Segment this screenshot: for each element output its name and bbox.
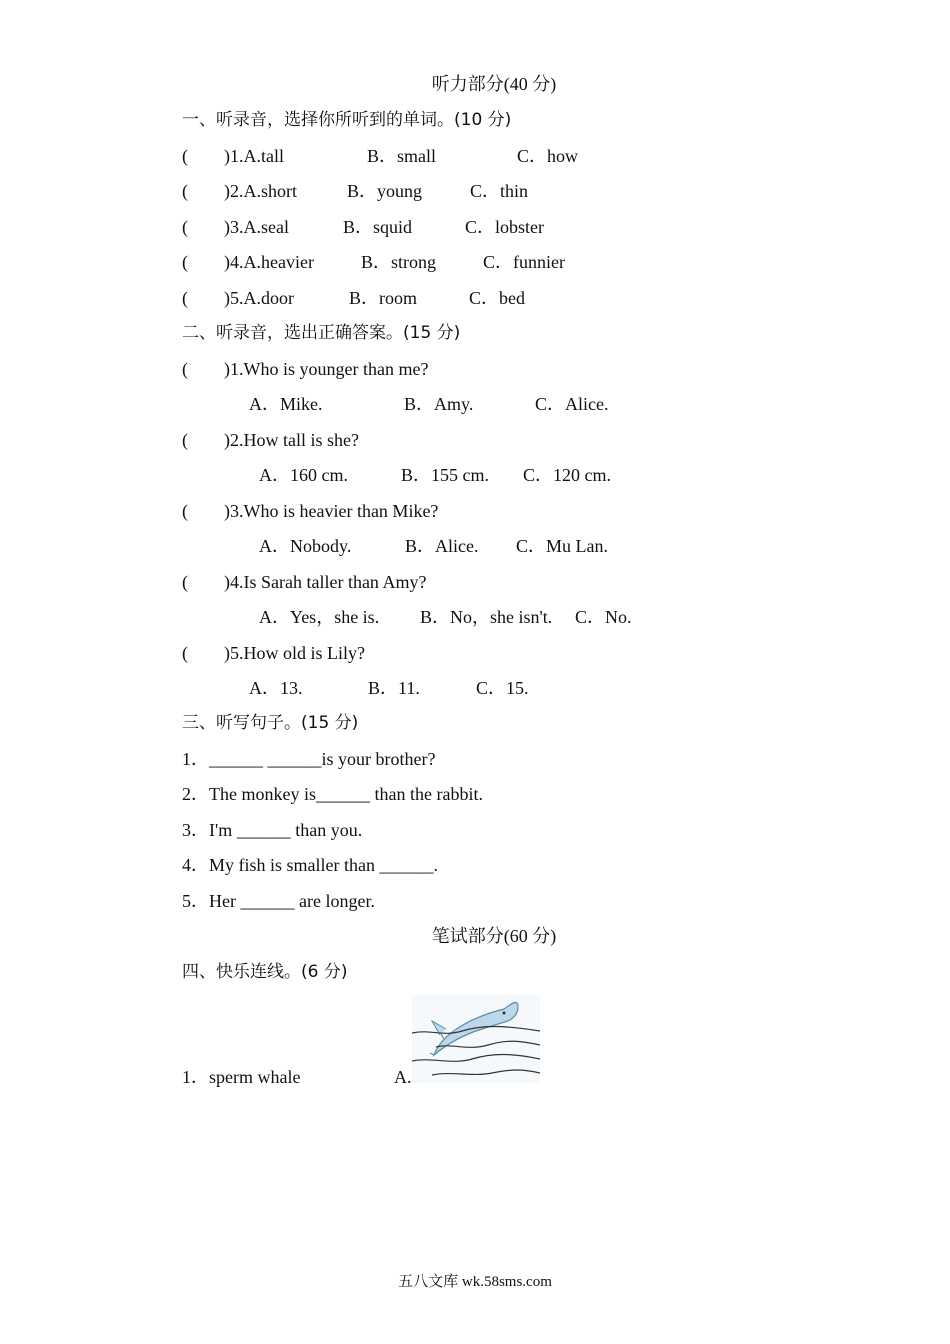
section1-heading: 一、听录音，选择你所听到的单词。(10 分) — [182, 110, 512, 130]
s3-item4: 4．My fish is smaller than ______. — [182, 855, 438, 875]
s3-item3: 3．I'm ______ than you. — [182, 820, 363, 840]
s2-q5-a: A．13. — [249, 678, 303, 698]
s3-item5: 5．Her ______ are longer. — [182, 891, 375, 911]
s2-q4-c: C．No. — [575, 607, 632, 627]
s1-q5-c: C．bed — [469, 288, 525, 308]
s2-q1-b: B．Amy. — [404, 394, 474, 414]
s1-q5: ( )5.A.door — [182, 288, 294, 308]
s4-item1: 1．sperm whale — [182, 1067, 301, 1087]
s1-q1-b: B．small — [367, 146, 437, 166]
s1-q3-c: C．lobster — [465, 217, 544, 237]
s3-item2: 2．The monkey is______ than the rabbit. — [182, 784, 483, 804]
listening-title: 听力部分(40 分) — [431, 74, 557, 94]
s1-q4-b: B．strong — [361, 252, 437, 272]
s2-q2-c: C．120 cm. — [523, 465, 611, 485]
s1-q1: ( )1.A.tall — [182, 146, 284, 166]
s2-q1-c: C．Alice. — [535, 394, 609, 414]
s2-q5-c: C．15. — [476, 678, 529, 698]
s1-q1-c: C．how — [517, 146, 579, 166]
s1-q5-b: B．room — [349, 288, 418, 308]
s1-q4-c: C．funnier — [483, 252, 565, 272]
section3-heading: 三、听写句子。(15 分) — [182, 713, 359, 733]
writing-title: 笔试部分(60 分) — [431, 926, 557, 946]
s2-q2-b: B．155 cm. — [401, 465, 489, 485]
s2-q3-c: C．Mu Lan. — [516, 536, 608, 556]
sperm-whale-image — [412, 995, 540, 1083]
s2-q3: ( )3.Who is heavier than Mike? — [182, 501, 439, 521]
s4-option-a: A. — [394, 1067, 412, 1087]
s2-q4-b: B．No，she isn't. — [420, 607, 553, 627]
s1-q2-c: C．thin — [470, 181, 529, 201]
s2-q3-a: A．Nobody. — [259, 536, 352, 556]
s1-q4: ( )4.A.heavier — [182, 252, 314, 272]
s2-q1: ( )1.Who is younger than me? — [182, 359, 429, 379]
s2-q2-a: A．160 cm. — [259, 465, 348, 485]
s1-q2-b: B．young — [347, 181, 423, 201]
s2-q1-a: A．Mike. — [249, 394, 323, 414]
s1-q2: ( )2.A.short — [182, 181, 297, 201]
s1-q3-b: B．squid — [343, 217, 413, 237]
section2-heading: 二、听录音，选出正确答案。(15 分) — [182, 323, 461, 343]
s3-item1: 1．______ ______is your brother? — [182, 749, 436, 769]
s1-q3: ( )3.A.seal — [182, 217, 289, 237]
s2-q2: ( )2.How tall is she? — [182, 430, 359, 450]
s2-q3-b: B．Alice. — [405, 536, 479, 556]
s2-q5-b: B．11. — [368, 678, 420, 698]
s2-q4: ( )4.Is Sarah taller than Amy? — [182, 572, 427, 592]
section4-heading: 四、快乐连线。(6 分) — [182, 962, 348, 982]
s2-q5: ( )5.How old is Lily? — [182, 643, 365, 663]
footer-watermark: 五八文库 wk.58sms.com — [398, 1274, 552, 1290]
s2-q4-a: A．Yes，she is. — [259, 607, 380, 627]
